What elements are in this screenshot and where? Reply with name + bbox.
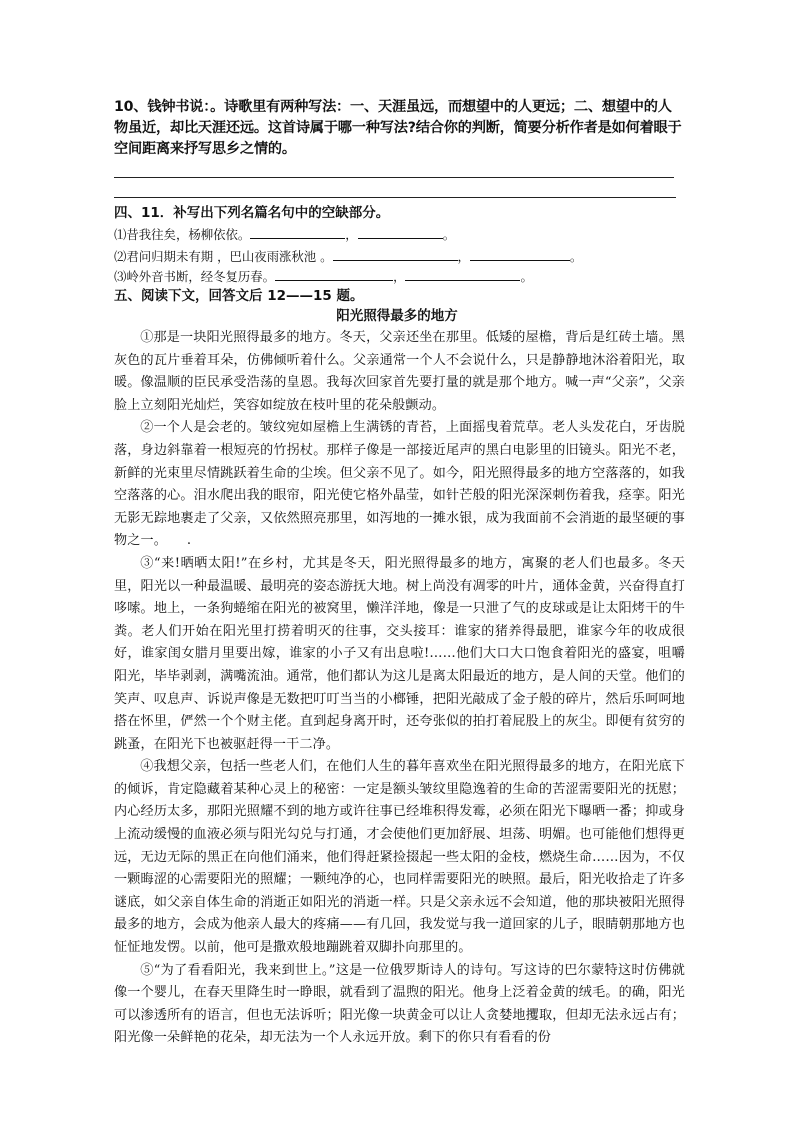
section-4-heading: 四、11．补写出下列名篇名句中的空缺部分。 (114, 205, 390, 221)
poem-item-3-text: ⑶岭外音书断，经冬复历春。 (114, 269, 276, 284)
poem-item-3 (114, 267, 684, 287)
period: 。 (442, 227, 456, 242)
paragraph-1: ①那是一块阳光照得最多的地方。冬天，父亲还坐在那里。低矮的屋檐，背后是红砖土墙。黑灰色的瓦片垂着耳朵，仿佛倾听着什么。父亲通常一个人不会说什么，只是静静地沐浴着阳光，取暖。像温顺的臣民承受浩荡的皇恩。我每次回家首先要打量的就是那个地方。喊一声“父亲”，父亲脸上立刻阳光灿烂，笑容如绽放在枝叶里的花朵般颤动。 (114, 330, 685, 413)
question-10: 10、钱钟书说：。诗歌里有两种写法：一、天涯虽远，而想望中的人更远；二、想望中的人物虽近，却比天涯还远。这首诗属于哪一种写法?结合你的判断，简要分析作者是如何着眼于空间距离来抒写思乡之情的。 (114, 99, 682, 157)
poem-item-2-text: ⑵君问归期未有期 ，巴山夜雨涨秋池 。 (114, 249, 333, 264)
period: 。 (569, 249, 583, 264)
paragraph-3: ③“来!晒晒太阳!”在乡村，尤其是冬天，阳光照得最多的地方，寓聚的老人们也最多。冬天里，阳光以一种最温暖、最明亮的姿态游抚大地。树上尚没有凋零的叶片，通体金黄，兴奋得直打哆嗦。地上，一条狗蜷缩在阳光的被窝里，懒洋洋地，像是一只泄了气的皮球或是让太阳烤干的牛粪。老人们开始在阳光里打捞着明灭的往事，交头接耳：谁家的猪养得最肥，谁家今年的收成很好，谁家闺女腊月里要出嫁，谁家的小子又有出息啦!……他们大口大口饱食着阳光的盛宴，咀嚼阳光，毕毕剥剥，满嘴流油。通常，他们都认为这儿是离太阳最近的地方，是人间的天堂。他们的笑声、叹息声、诉说声像是无数把叮叮当当的小榔锤，把阳光敲成了金子般的碎片，然后乐呵呵地搭在怀里，俨然一个个财主佬。直到起身离开时，还夸张似的拍打着屁股上的灰尘。即便有贫穷的跳蚤，在阳光下也被驱赶得一干二净。 (114, 555, 685, 752)
answer-line-1[interactable] (114, 177, 674, 178)
fill-blank[interactable] (275, 267, 393, 281)
poem-item-1 (114, 225, 684, 245)
fill-blank[interactable] (333, 247, 458, 261)
article-body (114, 327, 685, 1050)
comma: ， (393, 269, 406, 284)
fill-blank[interactable] (250, 225, 345, 239)
fill-blank[interactable] (470, 247, 570, 261)
paragraph-4: ④我想父亲，包括一些老人们，在他们人生的暮年喜欢坐在阳光照得最多的地方，在阳光底下的倾诉，肯定隐藏着某种心灵上的秘密：一定是额头皱纹里隐逸着的生命的苦涩需要阳光的抚慰；内心经历太多，那阳光照耀不到的地方或许往事已经堆积得发霉，必须在阳光下曝晒一番；抑或身上流动缓慢的血液必须与阳光勾兑与打通，才会使他们更加舒展、坦荡、明媚。也可能他们想得更远，无边无际的黑正在向他们涌来，他们得赶紧捡掇起一些太阳的金枝，燃烧生命……因为，不仅一颗晦涩的心需要阳光的照耀；一颗纯净的心，也同样需要阳光的映照。最后，阳光收拾走了许多谜底，如父亲自体生命的消逝正如阳光的消逝一样。只是父亲永远不会知道，他的那块被阳光照得最多的地方，会成为他亲人最大的疼痛——有几回，我发觉与我一道回家的儿子，眼睛朝那地方也怔怔地发愣。以前，他可是撒欢般地蹦跳着双脚扑向那里的。 (114, 759, 685, 956)
paragraph-2: ②一个人是会老的。皱纹宛如屋檐上生满锈的青苔，上面摇曳着荒草。老人头发花白，牙齿脱落，身边斜靠着一根短亮的竹拐杖。那样子像是一部接近尾声的黑白电影里的旧镜头。阳光不老，新鲜的光束里尽情跳跃着生命的尘埃。但父亲不见了。如今，阳光照得最多的地方空落落的，如我空落落的心。泪水爬出我的眼帘，阳光使它格外晶莹，如针芒般的阳光深深刺伤着我，痉挛。阳光无影无踪地裹走了父亲，又依然照亮那里，如泻地的一摊水银，成为我面前不会消逝的最坚硬的事物之一。 . (114, 420, 685, 549)
fill-blank[interactable] (358, 225, 443, 239)
fill-blank[interactable] (405, 267, 520, 281)
poem-item-2 (114, 247, 684, 267)
section-5-heading: 五、阅读下文，回答文后 12——15 题。 (114, 288, 364, 304)
comma: ， (345, 227, 358, 242)
comma: ， (457, 249, 470, 264)
article-title: 阳光照得最多的地方 (336, 308, 458, 324)
paragraph-5: ⑤“为了看看阳光，我来到世上。”这是一位俄罗斯诗人的诗句。写这诗的巴尔蒙特这时仿佛就像一个婴儿，在春天里降生时一睁眼，就看到了温煦的阳光。他身上泛着金黄的绒毛。的确，阳光可以渗透所有的语言，但也无法诉听；阳光像一块黄金可以让人贪婪地攫取，但却无法永远占有；阳光像一朵鲜艳的花朵，却无法为一个人永远开放。剩下的你只有看看的份 (114, 962, 685, 1046)
poem-item-1-text: ⑴昔我往矣，杨柳依依。 (114, 227, 251, 242)
answer-line-2[interactable] (114, 197, 676, 198)
period: 。 (520, 269, 533, 284)
